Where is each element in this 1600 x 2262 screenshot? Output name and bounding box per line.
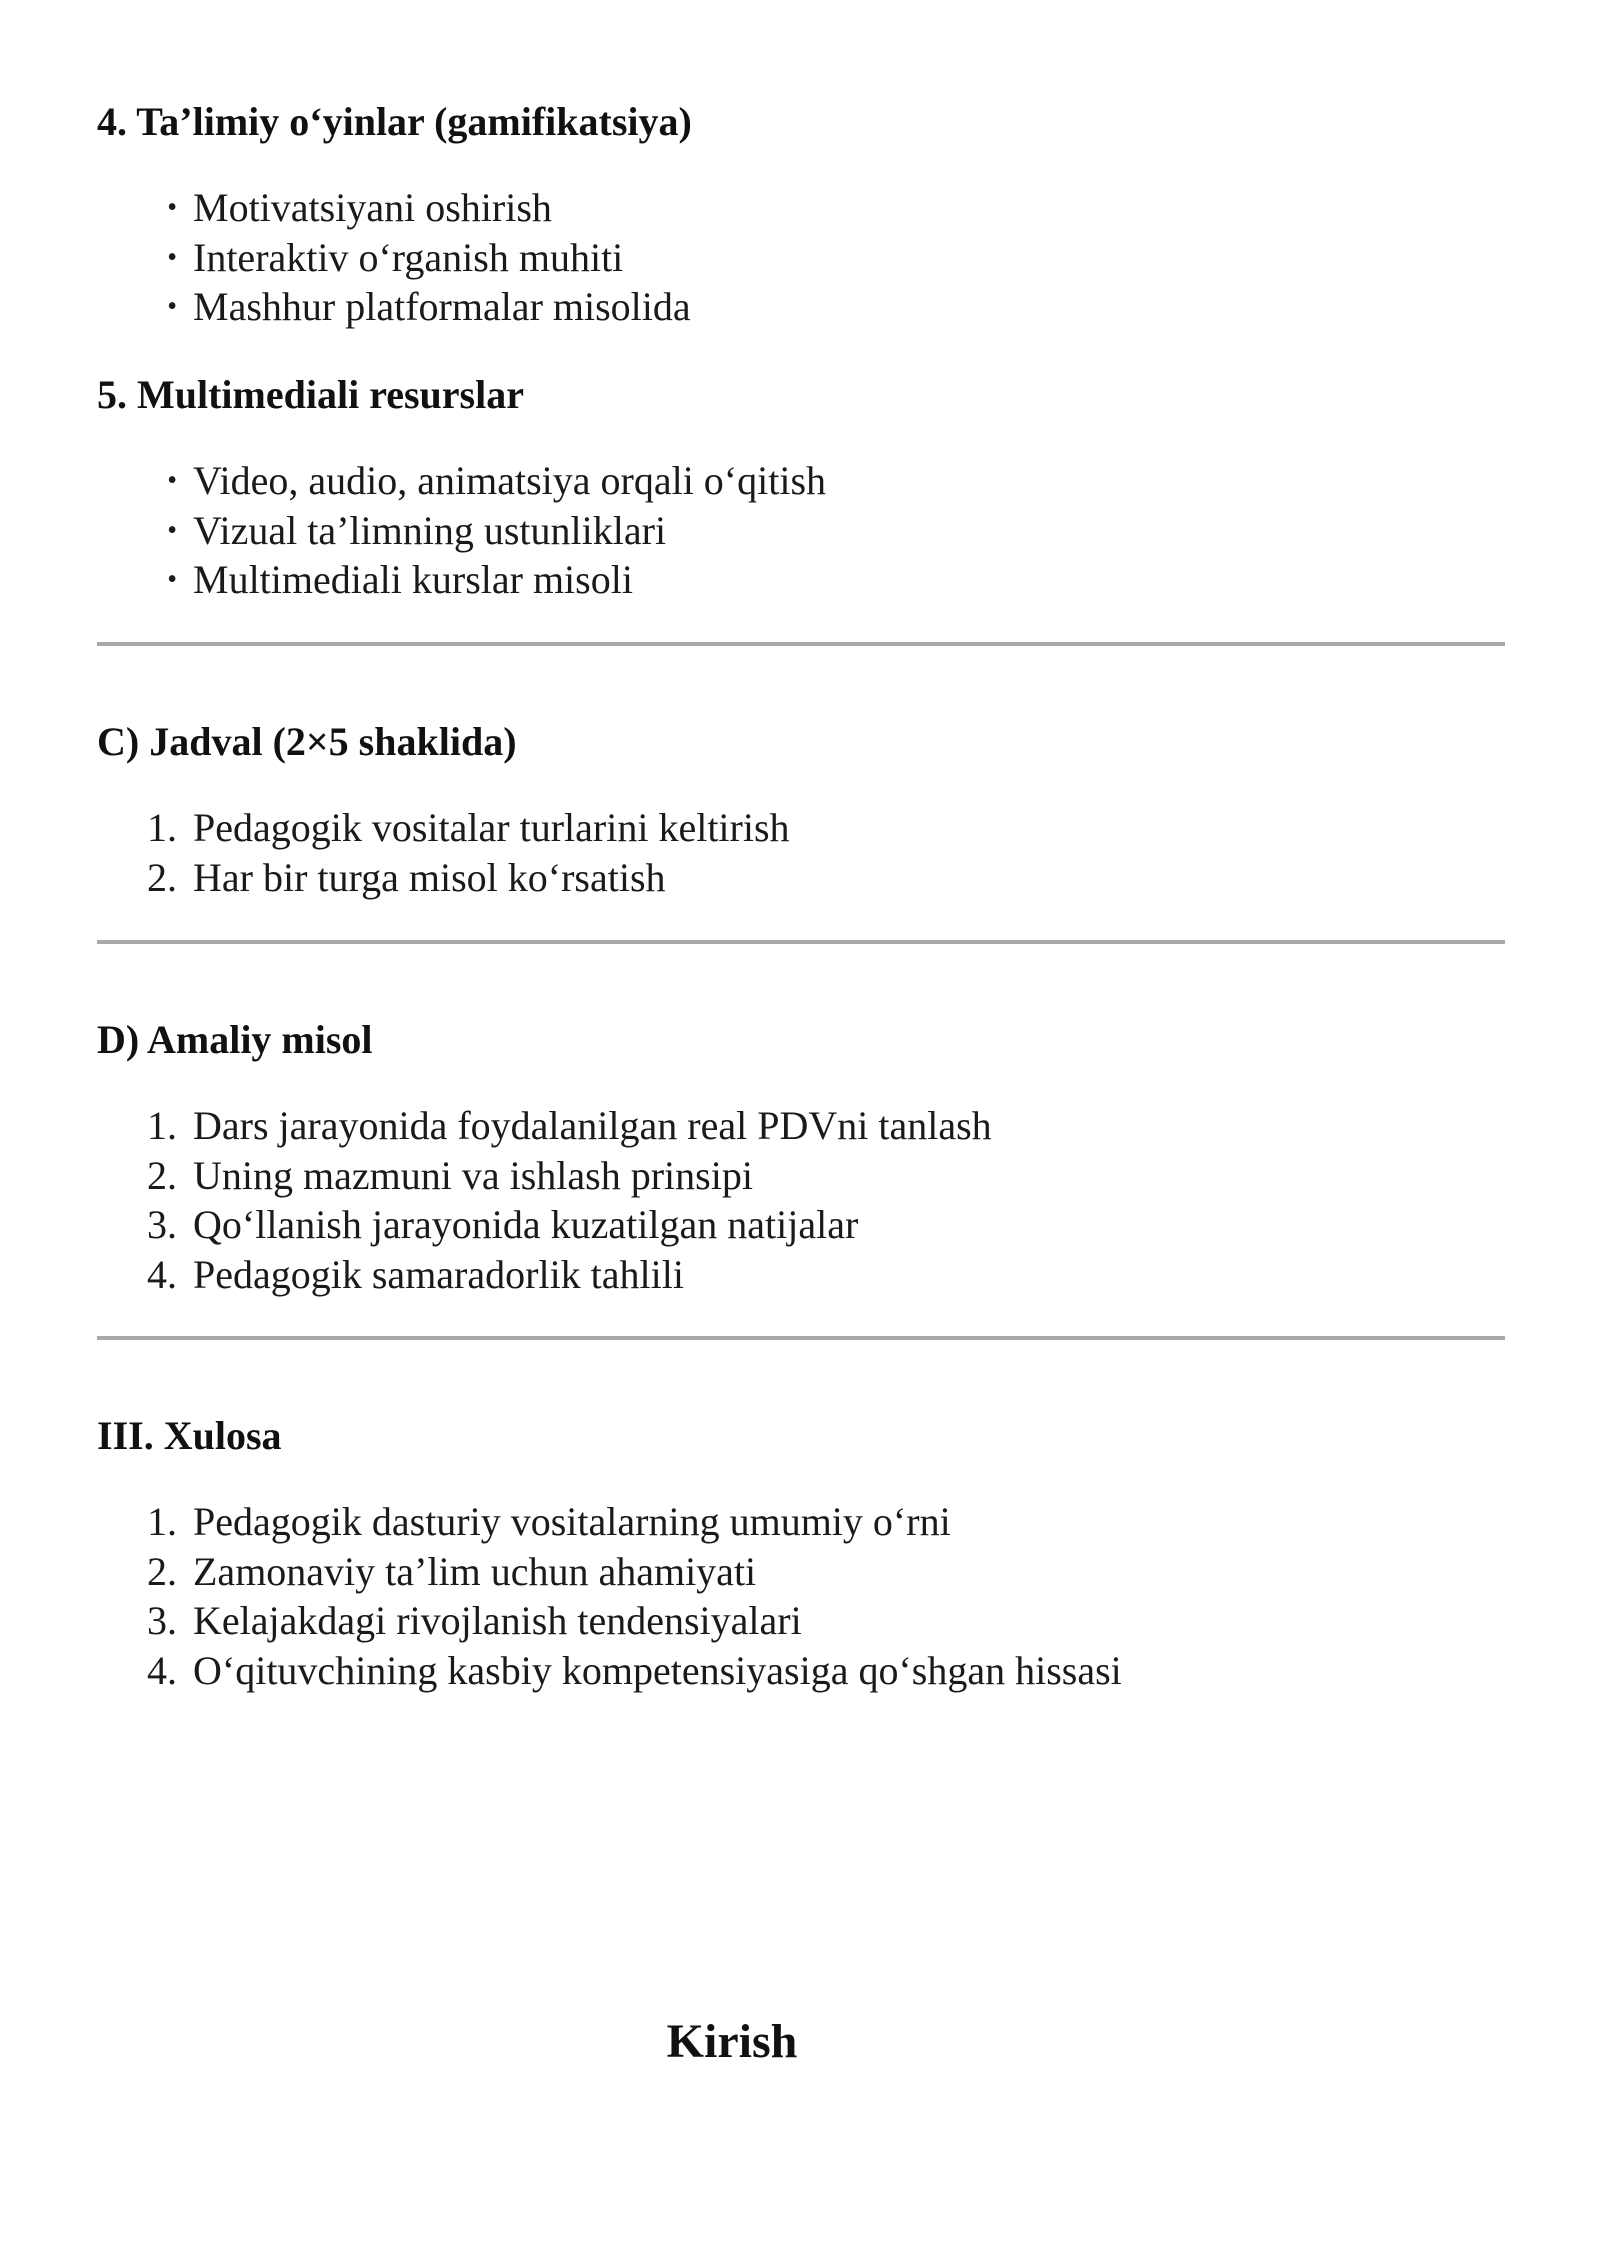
bullet-marker: • [167,291,177,322]
list-item [97,1101,1505,1151]
section-gamification [97,98,1505,332]
number-marker: 2. [147,1548,177,1594]
bullet-list [97,456,1505,605]
list-item [97,1497,1505,1547]
list-item [97,1547,1505,1597]
section-heading: D) Amaliy misol [97,1017,373,1062]
number-marker: 2. [147,1152,177,1198]
list-item-text: Dars jarayonida foydalanilgan real PDVni tanlash [193,1103,992,1148]
list-item-text: Video, audio, animatsiya orqali o‘qitish [193,458,827,503]
horizontal-divider [97,940,1505,944]
list-item-text: Mashhur platformalar misolida [193,284,691,329]
number-marker: 1. [147,1103,177,1148]
section-heading: III. Xulosa [97,1413,282,1458]
number-marker: 4. [147,1647,177,1693]
list-item [97,1596,1505,1646]
list-item-text: Multimediali kurslar misoli [193,557,633,602]
horizontal-divider [97,642,1505,646]
numbered-list [97,1101,1505,1299]
list-item-text: Zamonaviy ta’lim uchun ahamiyati [193,1548,757,1594]
number-marker: 3. [147,1598,177,1643]
list-item [97,803,1505,853]
bullet-marker: • [167,192,177,223]
list-item [97,183,1505,233]
list-item [97,1250,1505,1300]
numbered-list [97,1497,1505,1695]
list-item-text: Qo‘llanish jarayonida kuzatilgan natijalar [193,1202,859,1247]
bullet-marker: • [167,514,177,546]
list-item-text: Har bir turga misol ko‘rsatish [193,854,666,900]
section-multimedia [97,371,1505,605]
horizontal-divider [97,1336,1505,1340]
number-marker: 1. [147,1499,177,1544]
section-conclusion [97,1412,1505,1695]
list-item [97,233,1505,283]
section-heading: 4. Ta’limiy o‘yinlar (gamifikatsiya) [97,99,692,144]
number-marker: 2. [147,854,177,900]
list-item-text: Motivatsiyani oshirish [193,185,552,230]
list-item [97,1646,1505,1696]
list-item [97,506,1505,556]
list-item-text: O‘qituvchining kasbiy kompetensiyasiga qo‘shgan hissasi [193,1647,1122,1693]
bullet-marker: • [167,564,177,595]
list-item-text: Pedagogik samaradorlik tahlili [193,1251,684,1297]
number-marker: 3. [147,1202,177,1247]
list-item [97,282,1505,332]
list-item [97,555,1505,605]
section-heading: 5. Multimediali resurslar [97,372,524,417]
section-practical-example [97,1016,1505,1299]
list-item [97,853,1505,903]
number-marker: 4. [147,1251,177,1297]
bullet-list [97,183,1505,332]
section-heading: C) Jadval (2×5 shaklida) [97,719,517,764]
bullet-marker: • [167,241,177,273]
numbered-list [97,803,1505,902]
list-item-text: Vizual ta’limning ustunliklari [193,507,667,553]
page-title: Kirish [666,2015,798,2068]
list-item [97,1200,1505,1250]
section-table [97,718,1505,902]
list-item-text: Uning mazmuni va ishlash prinsipi [193,1152,753,1198]
list-item-text: Pedagogik vositalar turlarini keltirish [193,805,790,850]
list-item-text: Interaktiv o‘rganish muhiti [193,234,624,280]
bullet-marker: • [167,465,177,496]
number-marker: 1. [147,805,177,850]
list-item [97,456,1505,506]
list-item-text: Pedagogik dasturiy vositalarning umumiy o‘rni [193,1499,951,1544]
list-item [97,1151,1505,1201]
list-item-text: Kelajakdagi rivojlanish tendensiyalari [193,1598,802,1643]
